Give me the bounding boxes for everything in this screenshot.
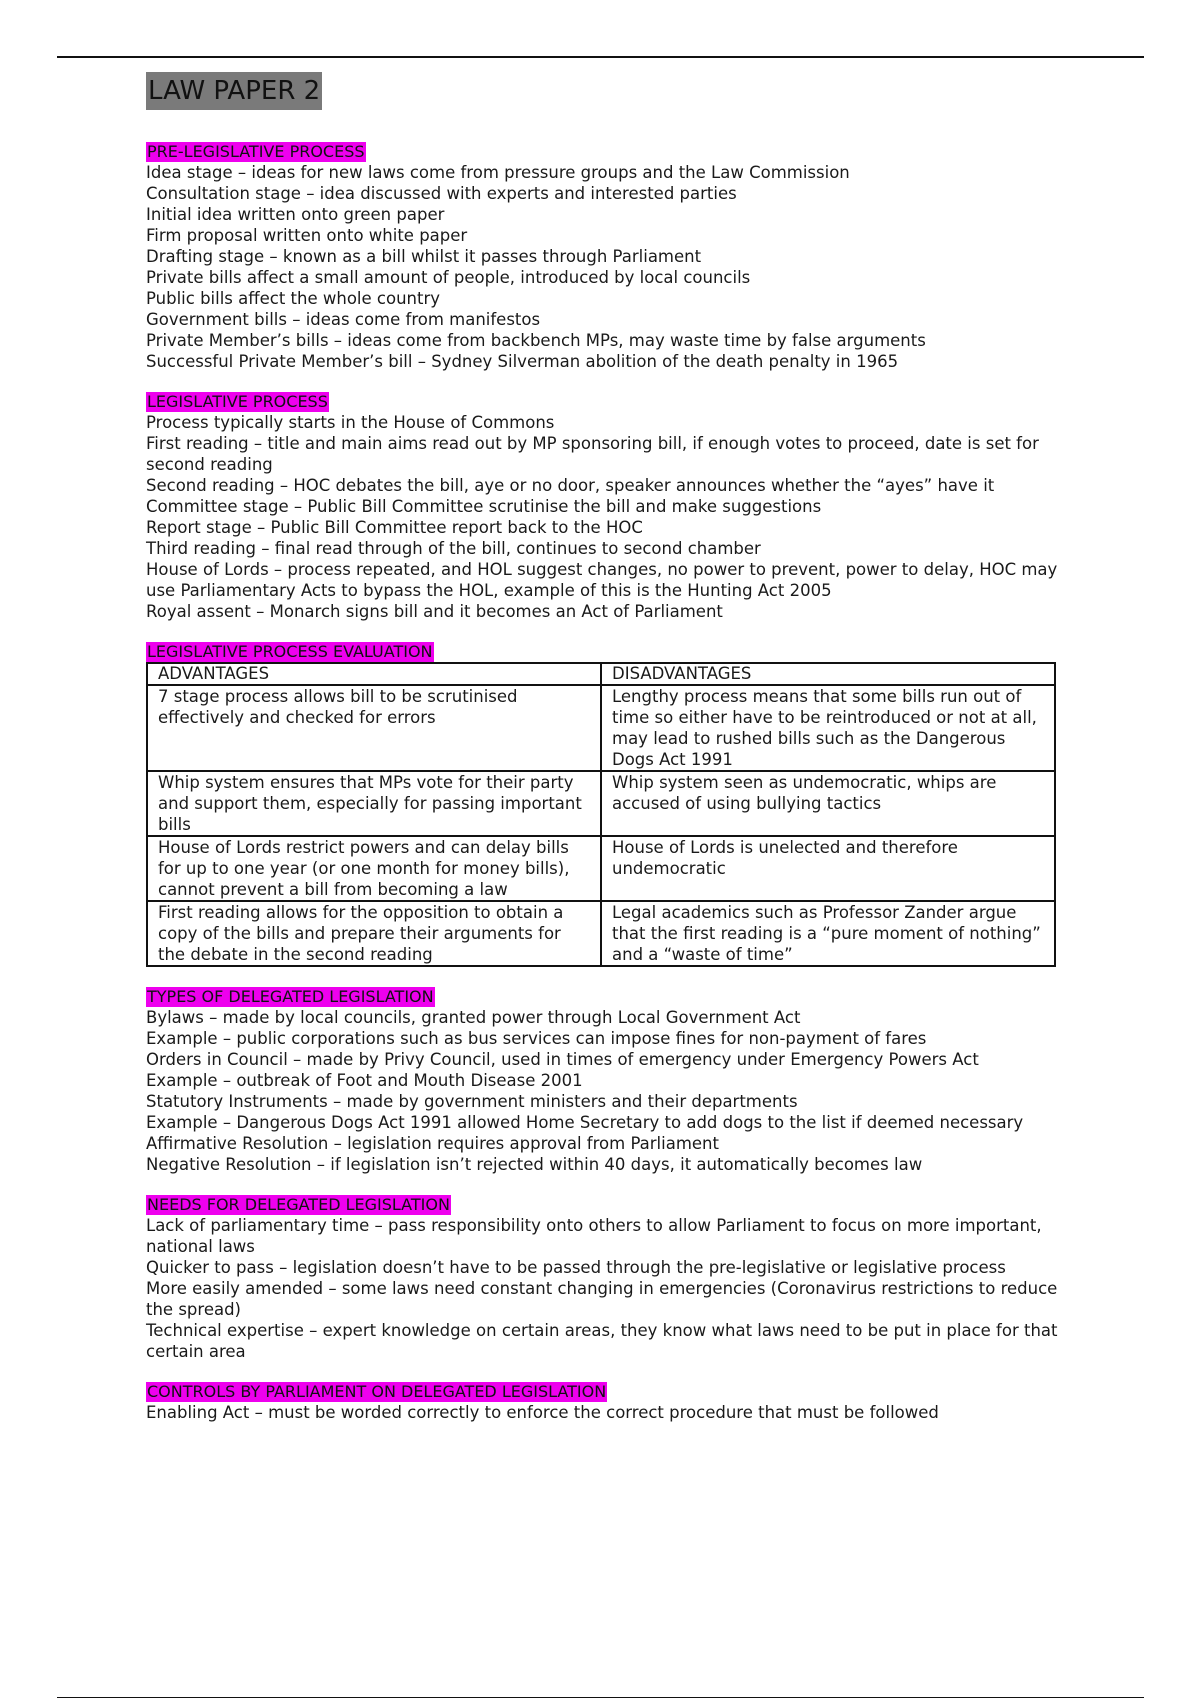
pre-legislative-section — [146, 142, 1066, 372]
section-lines — [146, 162, 1066, 372]
advantage-cell: Whip system ensures that MPs vote for their party and support them, especially for passing important bills — [147, 771, 601, 836]
delegated-types-section — [146, 987, 1066, 1175]
section-lines — [146, 1007, 1066, 1175]
text-line: Negative Resolution – if legislation isn’t rejected within 40 days, it automatically becomes law — [146, 1155, 923, 1174]
section-heading: LEGISLATIVE PROCESS EVALUATION — [147, 642, 433, 661]
section-heading: PRE-LEGISLATIVE PROCESS — [147, 142, 365, 161]
column-header-advantages: ADVANTAGES — [147, 663, 601, 685]
text-line: Lack of parliamentary time – pass responsibility onto others to allow Parliament to focus on more important, national laws — [146, 1216, 1042, 1256]
advantage-cell: 7 stage process allows bill to be scrutinised effectively and checked for errors — [147, 685, 601, 771]
disadvantage-cell: Whip system seen as undemocratic, whips are accused of using bullying tactics — [601, 771, 1055, 836]
text-line: Private bills affect a small amount of people, introduced by local councils — [146, 268, 751, 287]
evaluation-table — [146, 662, 1056, 967]
text-line: Third reading – final read through of the bill, continues to second chamber — [146, 539, 761, 558]
table-row — [147, 836, 1055, 901]
text-line: Private Member’s bills – ideas come from backbench MPs, may waste time by false arguments — [146, 331, 926, 350]
text-line: Orders in Council – made by Privy Council, used in times of emergency under Emergency Powers Act — [146, 1050, 979, 1069]
text-line: House of Lords – process repeated, and HOL suggest changes, no power to prevent, power to delay, HOC may use Parliamentary Acts to bypass the HOL, example of this is the Hunting Act 2005 — [146, 560, 1058, 600]
text-line: Firm proposal written onto white paper — [146, 226, 468, 245]
delegated-needs-section — [146, 1195, 1066, 1362]
table-row — [147, 901, 1055, 966]
header-rule — [57, 56, 1144, 58]
evaluation-section — [146, 642, 1066, 967]
text-line: Second reading – HOC debates the bill, aye or no door, speaker announces whether the “ayes” have it — [146, 476, 995, 495]
document-body — [146, 72, 1066, 1443]
legislative-section — [146, 392, 1066, 622]
text-line: Initial idea written onto green paper — [146, 205, 445, 224]
column-header-disadvantages: DISADVANTAGES — [601, 663, 1055, 685]
text-line: Idea stage – ideas for new laws come from pressure groups and the Law Commission — [146, 163, 850, 182]
controls-section — [146, 1382, 1066, 1423]
disadvantage-cell: Legal academics such as Professor Zander argue that the first reading is a “pure moment of nothing” and a “waste of time” — [601, 901, 1055, 966]
section-heading: CONTROLS BY PARLIAMENT ON DELEGATED LEGISLATION — [147, 1382, 607, 1401]
table-header-row — [147, 663, 1055, 685]
text-line: Bylaws – made by local councils, granted power through Local Government Act — [146, 1008, 801, 1027]
evaluation-table-body — [147, 685, 1055, 966]
advantage-cell: House of Lords restrict powers and can delay bills for up to one year (or one month for money bills), cannot prevent a bill from becoming a law — [147, 836, 601, 901]
section-heading: TYPES OF DELEGATED LEGISLATION — [147, 987, 434, 1006]
text-line: Example – public corporations such as bus services can impose fines for non-payment of fares — [146, 1029, 927, 1048]
text-line: Royal assent – Monarch signs bill and it becomes an Act of Parliament — [146, 602, 723, 621]
disadvantage-cell: House of Lords is unelected and therefore undemocratic — [601, 836, 1055, 901]
section-lines — [146, 1215, 1066, 1362]
text-line: More easily amended – some laws need constant changing in emergencies (Coronavirus restrictions to reduce the spread) — [146, 1279, 1058, 1319]
text-line: First reading – title and main aims read out by MP sponsoring bill, if enough votes to proceed, date is set for second reading — [146, 434, 1039, 474]
table-row — [147, 685, 1055, 771]
section-heading: NEEDS FOR DELEGATED LEGISLATION — [147, 1195, 450, 1214]
advantage-cell: First reading allows for the opposition to obtain a copy of the bills and prepare their arguments for the debate in the second reading — [147, 901, 601, 966]
table-row — [147, 771, 1055, 836]
section-lines — [146, 412, 1066, 622]
text-line: Quicker to pass – legislation doesn’t have to be passed through the pre-legislative or legislative process — [146, 1258, 1006, 1277]
text-line: Committee stage – Public Bill Committee scrutinise the bill and make suggestions — [146, 497, 822, 516]
text-line: Technical expertise – expert knowledge on certain areas, they know what laws need to be put in place for that certain area — [146, 1321, 1058, 1361]
section-heading: LEGISLATIVE PROCESS — [147, 392, 328, 411]
text-line: Government bills – ideas come from manifestos — [146, 310, 541, 329]
disadvantage-cell: Lengthy process means that some bills run out of time so either have to be reintroduced or not at all, may lead to rushed bills such as the Dangerous Dogs Act 1991 — [601, 685, 1055, 771]
text-line: Affirmative Resolution – legislation requires approval from Parliament — [146, 1134, 719, 1153]
text-line: Report stage – Public Bill Committee report back to the HOC — [146, 518, 643, 537]
text-line: Enabling Act – must be worded correctly to enforce the correct procedure that must be followed — [146, 1403, 939, 1422]
section-lines — [146, 1402, 1066, 1423]
text-line: Drafting stage – known as a bill whilst it passes through Parliament — [146, 247, 702, 266]
text-line: Example – outbreak of Foot and Mouth Disease 2001 — [146, 1071, 583, 1090]
text-line: Statutory Instruments – made by government ministers and their departments — [146, 1092, 798, 1111]
text-line: Successful Private Member’s bill – Sydney Silverman abolition of the death penalty in 1965 — [146, 352, 899, 371]
text-line: Public bills affect the whole country — [146, 289, 441, 308]
text-line: Example – Dangerous Dogs Act 1991 allowed Home Secretary to add dogs to the list if deemed necessary — [146, 1113, 1024, 1132]
page-title: LAW PAPER 2 — [146, 72, 322, 110]
text-line: Consultation stage – idea discussed with experts and interested parties — [146, 184, 737, 203]
text-line: Process typically starts in the House of Commons — [146, 413, 555, 432]
footer-rule — [57, 1697, 1144, 1698]
